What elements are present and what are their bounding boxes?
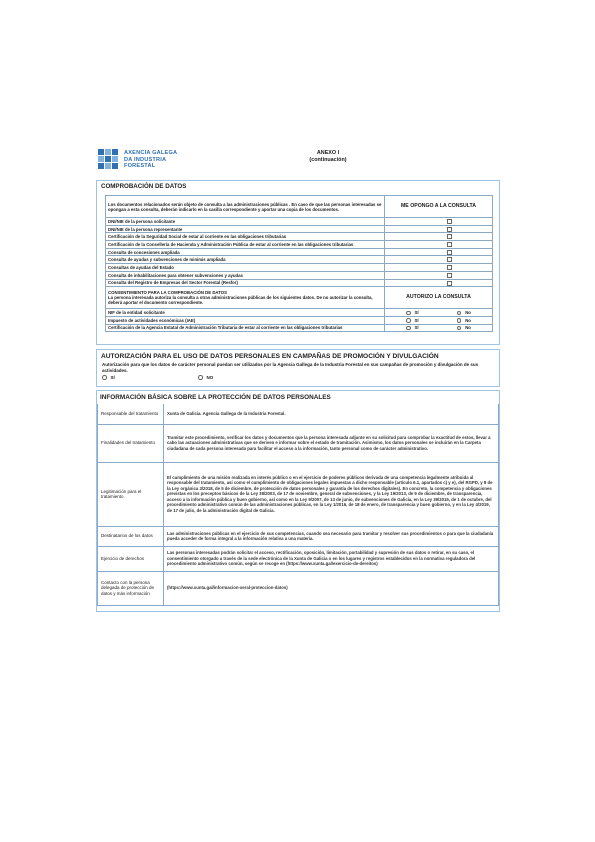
table-row: [106, 241, 493, 249]
document-item: Consulta de inhabilitaciones para obtener subvenciones y ayudas: [106, 271, 385, 279]
oppose-checkbox[interactable]: [447, 219, 452, 224]
oppose-cell: [385, 279, 493, 287]
oppose-checkbox[interactable]: [447, 273, 452, 278]
oppose-cell: [385, 225, 493, 233]
document-item: Consultas de ayudas del Estado: [106, 264, 385, 272]
oppose-checkbox[interactable]: [447, 281, 452, 286]
document-item: DNI/NIE de la persona solicitante: [106, 218, 385, 226]
section-title: INFORMACIÓN BÁSICA SOBRE LA PROTECCIÓN DE DATOS PERSONALES: [100, 394, 331, 401]
oppose-checkbox[interactable]: [447, 265, 452, 270]
consent-item: Certificación de la Agencia Estatal de Administración Tributaria de estar al corriente en las obligaciones tributarias: [106, 324, 385, 332]
document-item: Consulta de ayudas y subvenciones de minimis ampliada: [106, 256, 385, 264]
table-row: [106, 256, 493, 264]
verification-table: [105, 195, 493, 332]
no-label: No: [465, 325, 471, 331]
row-label: Responsable del tratamiento: [98, 404, 164, 424]
oppose-header: ME OPONGO A LA CONSULTA: [385, 196, 493, 218]
consent-item: Impuesto de actividades económicas (IAE): [106, 316, 385, 324]
no-radio[interactable]: [198, 375, 203, 380]
oppose-cell: [385, 241, 493, 249]
xunta-logo-icon: [98, 149, 118, 171]
oppose-checkbox[interactable]: [447, 227, 452, 232]
yes-label: SÍ: [414, 309, 419, 315]
agency-name-line: AXENCIA GALEGA: [124, 150, 178, 157]
section-title: COMPROBACIÓN DE DATOS: [101, 183, 187, 190]
yes-radio[interactable]: [406, 326, 411, 331]
authorization-text: Autorización para que los datos de carácter personal puedan ser utilizados por la Agencia Gallega de la Industria Forestal en sus campañas de promoción y divulgación de sus actividades.: [102, 362, 479, 373]
oppose-checkbox[interactable]: [447, 242, 452, 247]
section-title: AUTORIZACIÓN PARA EL USO DE DATOS PERSONALES EN CAMPAÑAS DE PROMOCIÓN Y DIVULGACIÓN: [101, 353, 439, 360]
document-item: Consulta del Registro de Empresas del Sector Forestal (Resfor): [106, 279, 385, 287]
authorization-options: [97, 373, 499, 382]
yes-label: SÍ: [414, 325, 419, 331]
document-header: [98, 146, 498, 178]
table-row: [106, 196, 493, 218]
document-item: Certificación de la Consellería de Hacienda y Administración Pública de estar al corriente en las obligaciones tributarias: [106, 241, 385, 249]
yes-no-cell: [385, 309, 493, 317]
contact-link[interactable]: (https://www.xunta.gal/informacion-xeral-proteccion-datos): [164, 571, 499, 605]
table-row: [98, 462, 499, 526]
agency-name-line: FORESTAL: [124, 163, 156, 170]
data-verification-section: [96, 180, 500, 345]
document-item: DNI/NIE de la persona representante: [106, 225, 385, 233]
yes-radio[interactable]: [102, 375, 107, 380]
no-radio[interactable]: [457, 326, 462, 331]
row-label: Legitimación para el tratamiento: [98, 462, 164, 526]
no-label: No: [465, 309, 471, 315]
table-row: [106, 287, 493, 309]
table-row: [106, 264, 493, 272]
table-row: [106, 271, 493, 279]
yes-label: SÍ: [414, 317, 419, 323]
no-label: NO: [206, 375, 214, 381]
consent-item: NIF de la entidad solicitante: [106, 309, 385, 317]
row-label: Destinatarios de los datos: [98, 526, 164, 546]
table-row: [106, 248, 493, 256]
row-label: Finalidades del tratamiento: [98, 424, 164, 462]
consent-block: [106, 287, 385, 309]
promotion-authorization-section: [96, 349, 500, 387]
table-row: [106, 324, 493, 332]
row-value: Tramitar este procedimiento, verificar los datos y documentos que la persona interesada adjunte en su solicitud para comprobar la exactitud de estos, llevar a cabo las actuaciones administrativas que se deriven e informar sobre el estado de tramitación. Asimismo, los datos personales se incluirán en la Carpeta ciudadana de cada persona interesada para facilitar el acceso a la información, tanto personal como de carácter administrativo.: [164, 424, 499, 462]
data-protection-table: [97, 404, 499, 606]
table-row: [106, 225, 493, 233]
yes-no-cell: [385, 316, 493, 324]
row-value: El cumplimiento de una misión realizada en interés público o en el ejercicio de poderes públicos derivada de una competencia legalmente atribuida al responsable del tratamiento, así como el cumplimiento de obligaciones legales impuestas a dicho responsable (artículo 6.1, apartados c) y e), del RGPD, y 8 de la Ley orgánica 3/2018, de 5 de diciembre, de protección de datos personales y garantía de los derechos digitales). En concreto, la competencia y obligaciones previstas en los preceptos básicos de la Ley 38/2003, de 17 de noviembre, general de subvenciones, y la Ley 19/2013, de 9 de diciembre, de transparencia, acceso a la información pública y buen gobierno, así como en la Ley 9/2007, de 13 de junio, de subvenciones de Galicia, en la Ley 39/2015, de 1 de octubre, del procedimiento administrativo común de las administraciones públicas, en la Ley 1/2016, de 18 de enero, de transparencia y buen gobierno, y en la Ley 4/2019, de 17 de julio, de la administración digital de Galicia.: [164, 462, 499, 526]
data-protection-section: [96, 390, 500, 612]
annex-heading: [298, 150, 358, 164]
row-label: Contacto con la persona delegada de protección de datos y más información: [98, 571, 164, 605]
agency-logo: [98, 146, 208, 174]
table-row: [106, 233, 493, 241]
consent-text: La persona interesada autoriza la consulta a otras administraciones públicas de los siguientes datos. De no autorizar la consulta, deberá aportar el documento correspondiente.: [108, 295, 373, 306]
oppose-cell: [385, 256, 493, 264]
oppose-cell: [385, 271, 493, 279]
yes-label: SÍ: [110, 375, 115, 381]
no-radio[interactable]: [457, 318, 462, 323]
table-row: [98, 571, 499, 605]
table-row: [98, 424, 499, 462]
oppose-cell: [385, 233, 493, 241]
oppose-checkbox[interactable]: [447, 234, 452, 239]
row-value: Xunta de Galicia. Agencia Gallega de la Industria Forestal.: [164, 404, 499, 424]
oppose-checkbox[interactable]: [447, 257, 452, 262]
table-row: [106, 309, 493, 317]
table-row: [98, 526, 499, 546]
oppose-cell: [385, 218, 493, 226]
table-row: [106, 218, 493, 226]
yes-radio[interactable]: [406, 311, 411, 316]
table-row: [106, 316, 493, 324]
no-label: No: [465, 317, 471, 323]
table-row: [98, 404, 499, 424]
annex-subtitle: (continuación): [309, 157, 347, 163]
agency-name: [124, 150, 177, 169]
annex-title: ANEXO I: [316, 150, 340, 156]
no-radio[interactable]: [457, 311, 462, 316]
authorize-header: AUTORIZO LA CONSULTA: [385, 287, 493, 309]
oppose-cell: [385, 264, 493, 272]
consent-title: CONSENTIMIENTO PARA LA COMPROBACIÓN DE DATOS: [108, 290, 227, 296]
intro-text: Los documentos relacionados serán objeto de consulta a las administraciones públicas . En caso de que las personas interesadas se opongan a esta consulta, deberán indicarlo en la casilla correspondiente y aportar una copia de los documentos.: [106, 196, 385, 218]
document-item: Certificación de la Seguridad Social de estar al corriente en las obligaciones tributarias: [106, 233, 385, 241]
row-label: Ejercicio de derechos: [98, 546, 164, 571]
oppose-cell: [385, 248, 493, 256]
row-value: Las personas interesadas podrán solicitar el acceso, rectificación, oposición, limitación, portabilidad y supresión de sus datos o retirar, en su caso, el consentimiento otorgado a través de la sede electrónica de la Xunta de Galicia o en los lugares y registros establecidos en la normativa reguladora del procedimiento administrativo común, según se recoge en (https://www.xunta.gal/exercicio-de-dereitos): [164, 546, 499, 571]
document-item: Consulta de concesiones ampliada: [106, 248, 385, 256]
table-row: [106, 279, 493, 287]
yes-no-cell: [385, 324, 493, 332]
table-row: [98, 546, 499, 571]
agency-name-line: DA INDUSTRIA: [124, 156, 167, 163]
yes-radio[interactable]: [406, 318, 411, 323]
oppose-checkbox[interactable]: [447, 250, 452, 255]
row-value: Las administraciones públicas en el ejercicio de sus competencias, cuando sea necesario para tramitar y resolver sus procedimientos o para que la ciudadanía pueda acceder de forma integral a la información relativa a una materia.: [164, 526, 499, 546]
